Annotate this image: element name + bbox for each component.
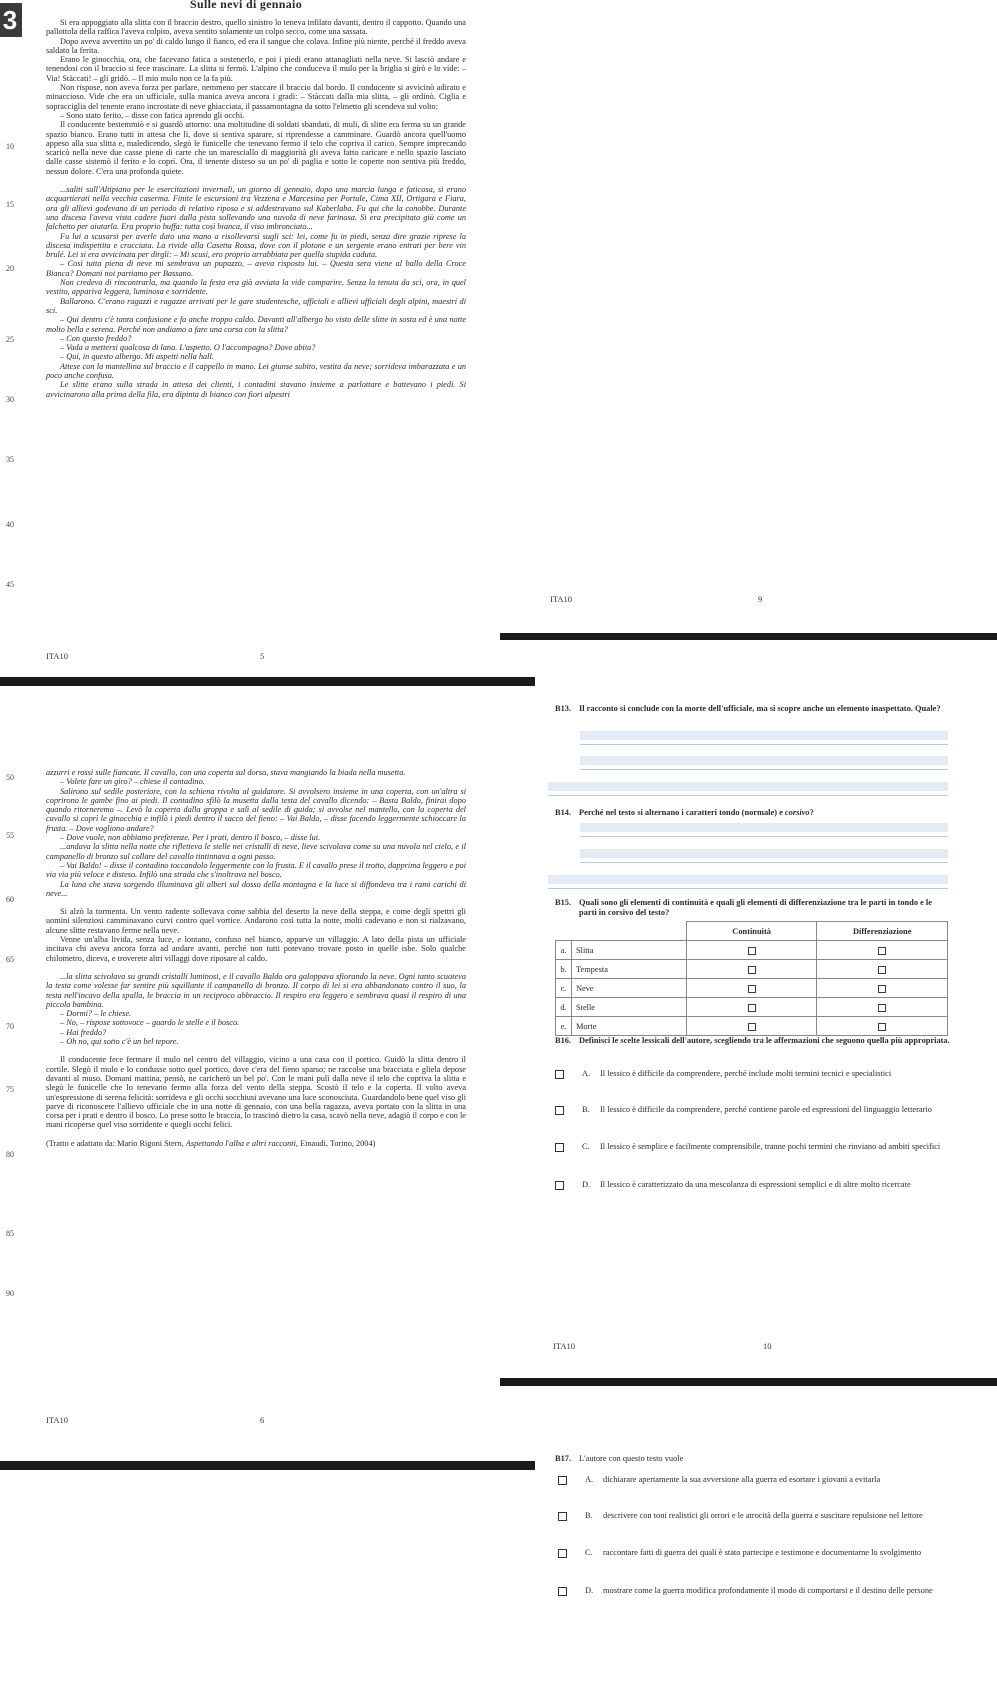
option-d[interactable] [555,1180,953,1202]
checkbox[interactable] [558,1476,567,1485]
question-text: Definisci le scelte lessicali dell'autore, scegliendo tra le affermazioni che seguono quella più appropriata. [579,1036,950,1045]
option-text: Il lessico è difficile da comprendere, perché contiene parole ed espressioni del linguaggio letterario [600,1105,932,1114]
paragraph-italic: Le slitte erano sulla strada in attesa dei clienti, i contadini stavano insieme a parlottare e battevano i piedi. Si avvicinarono alla prima della fila, era dipinta di bianco con fiori alpestri [46,380,466,399]
checkbox[interactable] [878,1004,886,1012]
question-number: B17. [555,1454,572,1463]
page-title: Sulle nevi di gennaio [190,0,302,11]
paragraph: – Sono stato ferito, – disse con fatica aprendo gli occhi. [60,110,245,120]
option-text: mostrare come la guerra modifica profondamente il modo di comportarsi e il destino delle persone [603,1586,933,1595]
question-text: L'autore con questo testo vuole [579,1454,684,1463]
answer-field[interactable] [548,875,948,884]
page-separator [0,1461,535,1470]
source-note-title: Aspettando l'alba e altri racconti [185,1138,296,1148]
paragraph-italic: ...saliti sull'Altipiano per le esercitazioni invernali, un giorno di gennaio, dopo una marcia lunga e faticosa, si erano acquartierati nella vecchia caserma. Finite le escursioni tra Vezzena e Marcesina per Portule, Cima XII, Ortigara e Fiara, ora gli allievi godevano di un periodo di relativo riposo e si addestravano sul Kaberlaba. Fu qui che la conobbe. Durante una discesa l'aveva vista cadere fuori dalla pista sollevando una nuvola di neve farinosa. Si era precipitato giù come un falchetto per aiutarla. Era proprio buffa: tutta così bianca, il viso imbronciato... [46,185,466,232]
paragraph-italic: – Qui, in questo albergo. Mi aspetti nella hall. [60,352,214,362]
paragraph-italic: Fu lui a scusarsi per averle dato una mano a risollevarsi sugli sci: lei, come fu in piedi, senza dire grazie riprese la discesa indispettita e crucciata. La rivide alla Casetta Rossa, dove con il plotone e un sergente erano entrati per bere vin brulé. Lei si era avvicinata per dirgli: – Mi scusi, ero proprio arrabbiata per quella stupida caduta. [46,231,466,260]
row-word: Morte [571,1017,686,1036]
line-number: 80 [6,1150,14,1159]
line-number: 45 [6,580,14,589]
table-row [556,979,948,998]
question-text: Il racconto si conclude con la morte dell'ufficiale, ma si scopre anche un elemento inaspettato. Quale? [579,704,941,713]
line-number: 85 [6,1229,14,1238]
checkbox[interactable] [558,1587,567,1596]
checkbox[interactable] [748,947,756,955]
question-number: B15. [555,898,572,907]
row-word: Slitta [571,941,686,960]
paragraph-italic: – Volete fare un giro? – chiese il contadino. [60,777,205,787]
footer-code: ITA10 [550,594,572,604]
line-number: 30 [6,395,14,404]
option-letter: D. [585,1586,594,1595]
paragraph-italic: – No, – rispose sottovoce – guardo le stelle e il bosco. [60,1018,240,1028]
checkbox[interactable] [878,947,886,955]
row-word: Stelle [571,998,686,1017]
cell-continuita [686,998,817,1017]
paragraph-italic: ...andava la slitta nella notte che rifletteva le stelle nei cristalli di neve, lieve scivolava come su una nuvola nel cielo, e il campanello di bronzo sul collare del cavallo tintinnava a ogni passo. [46,842,466,861]
row-letter: b. [556,960,572,979]
checkbox[interactable] [748,1004,756,1012]
option-text: raccontare fatti di guerra dei quali è stato partecipe e testimone e documentarne lo svolgimento [603,1548,922,1557]
paragraph-italic: – Vada a mettersi qualcosa di lana. L'aspetto. O l'accompagno? Dove abita? [60,343,316,353]
cell-differenziazione [817,1017,948,1036]
option-d[interactable] [558,1586,956,1608]
line-number: 40 [6,520,14,529]
checkbox[interactable] [748,966,756,974]
answer-line [548,795,948,796]
option-letter: A. [585,1475,594,1484]
column-header-differenziazione: Differenziazione [817,922,948,941]
footer-code: ITA10 [553,1341,575,1351]
cell-continuita [686,979,817,998]
source-note [46,1139,466,1148]
paragraph-italic: – Qui dentro c'è tanta confusione e fa anche troppo caldo. Davanti all'albergo ho visto delle slitte in sosta ed è una notte molto bella e serena. Perché non andiamo a fare una corsa con la slitta? [46,315,466,334]
paragraph-italic: – Così tutta piena di neve mi sembrava un pupazzo, – aveva risposto lui. – Questa sera viene al ballo della Croce Bianca? Domani noi partiamo per Bassano. [46,259,466,278]
table-row [556,960,948,979]
answer-line [548,888,948,889]
answer-field[interactable] [548,782,948,791]
page-separator [500,633,997,640]
paragraph: Il conducente bestemmiò e si guardò attorno: una moltitudine di soldati sbandati, di muli, di slitte era ferma su un grande spazio bianco. Erano tutti in attesa che lì, dove si sentiva sparare, si riprendesse a camminare. Guardò ancora quell'uomo appeso alla sua slitta e, maledicendo, slegò le funicelle che tenevano fermo il telo che copriva il carico. Sempre imprecando scaricò nella neve due casse piene di carte che un maresciallo di maggiorità gli aveva fatto caricare e nello spazio lasciato dalle casse sistemò il ferito e lo coprì. Ora, il tenente disteso su un po' di paglia e sotto le coperte non sentiva più freddo, nessun dolore. C'era una profonda quiete. [46,120,466,176]
paragraph-italic: azzurri e rossi sulle fiancate. Il cavallo, con una coperta sul dorso, stava mangiando la biada nella musetta. [46,768,406,777]
footer-code: ITA10 [46,651,68,661]
page-separator [0,677,535,686]
table-row [556,941,948,960]
option-letter: B. [585,1511,593,1520]
checkbox[interactable] [555,1143,564,1152]
chapter-number: 3 [0,3,22,37]
answer-line [580,744,948,745]
question-b13 [555,704,950,714]
paragraph-italic: ...la slitta scivolava su grandi cristalli luminosi, e il cavallo Baldo ora galoppava sfiorando la neve. Ogni tanto scuoteva la testa come volesse far sentire più squillante il campanello di bronzo. Il corpo di lei si era abbandonato contro il suo, la testa nell'incavo della spalla, le braccia in un reciproco abbraccio. Il respiro era leggero e sembrava quasi il respiro di una piccola bambina. [46,971,466,1009]
row-letter: c. [556,979,572,998]
paragraph: Dopo aveva avvertito un po' di caldo lungo il fianco, ed era il sangue che colava. Infine più niente, perché il freddo aveva saldato la ferita. [46,36,466,55]
option-a[interactable] [558,1475,956,1497]
row-word: Neve [571,979,686,998]
row-letter: d. [556,998,572,1017]
answer-field[interactable] [580,756,948,765]
checkbox[interactable] [555,1070,564,1079]
column-header-continuita: Continuità [686,922,817,941]
row-word: Tempesta [571,960,686,979]
line-number: 90 [6,1289,14,1298]
line-number: 35 [6,455,14,464]
option-letter: D. [582,1180,591,1189]
checkbox[interactable] [555,1181,564,1190]
checkbox[interactable] [555,1106,564,1115]
cell-differenziazione [817,941,948,960]
option-letter: C. [585,1548,593,1557]
question-number: B14. [555,808,572,817]
question-text-end: ? [809,808,814,817]
option-c[interactable] [555,1142,953,1164]
footer-page: 6 [260,1415,265,1425]
cell-differenziazione [817,979,948,998]
paragraph-italic: – Dormi? – le chiese. [60,1009,132,1019]
option-b[interactable] [555,1105,953,1127]
option-letter: B. [582,1105,590,1114]
paragraph: Si era appoggiato alla slitta con il braccio destro, quello sinistro lo teneva infilato davanti, dentro il cappotto. Quando una pallottola della raffica l'aveva colpito, aveva sentito solamente un colpo secco, come una sassata. [46,18,466,37]
source-note-prefix: (Tratto e adattato da: Mario Rigoni Stern, [46,1138,186,1148]
paragraph: Erano le ginocchia, ora, che facevano fatica a sostenerlo, e poi i piedi erano attanagliati nella neve. Si lasciò andare e tenendosi con il braccio si fece trascinare. La slitta si fermò. L'alpino che conduceva il mulo per la briglia si girò e lo vide: – Via! Stàccati! – gli gridò. – Il mio mulo non ce la fa più. [46,55,466,83]
table-row [556,1017,948,1036]
paragraph-italic: La luna che stava sorgendo illuminava gli alberi sul dosso della montagna e la luce si diffondeva tra i rami carichi di neve... [46,879,466,898]
cell-differenziazione [817,960,948,979]
b15-table [555,921,948,1036]
answer-field[interactable] [580,849,948,858]
line-number: 75 [6,1085,14,1094]
line-number: 25 [6,335,14,344]
table-corner [556,922,687,941]
answer-line [580,862,948,863]
line-number: 55 [6,831,14,840]
question-number: B16. [555,1036,572,1045]
answer-line [580,769,948,770]
paragraph-italic: – Con questo freddo? [60,333,132,343]
line-number: 70 [6,1022,14,1031]
paragraph: Il conducente fece fermare il mulo nel centro del villaggio, vicino a una casa con il portico. Guidò la slitta dentro il cortile. Slegò il mulo e lo condusse sotto quel portico, dove c'era del fieno sparso; ne raccolse una bracciata e gliela depose davanti al muso. Domani mattina, pensò, ne caricherò un bel po'. Con le mani pulì dalla neve il telo che copriva la slitta e slegò le funicelle che lo tenevano fermo alla forza del vento della steppa. Scostò il telo e la coperta. Il volto aveva un'espressione di serena felicità: sorrideva e gli occhi socchiusi avevano una luce sconosciuta. Guardandolo bene quel viso gli parve di riconoscere l'allievo ufficiale che in una notte di gennaio, con una bella ragazza, aveva portato con la slitta in una corsa per i prati e dentro il bosco. Lo prese sotto le braccia, lo trascinò dietro la casa, scavò nella neve, adagiò il corpo e con le mani ricoperse quel viso sorridente e quegli occhi felici. [46,1055,466,1130]
paragraph-italic: Salirono sul sedile posteriore, con la schiena rivolta al guidatore. Si avvolsero insieme in una coperta, con un'altra si coprirono le gambe fino ai piedi. Il contadino sfilò la musetta dalla testa del cavallo dicendo: – Basta Baldo, finirai dopo quando ritorneremo –. Levò la coperta dalla groppa e salì al sedile di guida; si avvolse nel mantello, con la coperta del cavallo si coprì le ginocchia e infilò i piedi dentro il sacco del fieno: – Vai Baldo, – disse facendo leggermente schioccare la frusta. – Dove vogliono andare? [46,786,466,833]
paragraph-italic: – Dove vuole, non abbiamo preferenze. Per i prati, dentro il bosco, – disse lui. [60,833,321,843]
row-letter: e. [556,1017,572,1036]
checkbox[interactable] [558,1512,567,1521]
paragraph: Non rispose, non aveva forza per parlare, nemmeno per staccare il braccio dal bordo. Il conducente si avvicinò adirato e minaccioso. Vide che era un ufficiale, sulla manica aveva ancora i gradi: – Stàccati dalla mia slitta, – gli ordinò. Ciglia e sopracciglia del tenente erano incrostate di neve ghiacciata, il passamontagna da sotto l'elmetto gli scendeva sul volto: [46,83,466,111]
paragraph: Venne un'alba livida, senza luce, e lontano, confuso nel bianco, apparve un villaggio. A lato della pista un ufficiale incitava chi aveva ancora forza ad andare avanti, perché non tutti potevano trovare posto in quelle isbe. Solo qualche chilometro, diceva, e troverete altri villaggi dove riposare al caldo. [46,935,466,963]
checkbox[interactable] [878,1023,886,1031]
row-letter: a. [556,941,572,960]
option-text: descrivere con toni realistici gli orrori e le atrocità della guerra e suscitare repulsione nel lettore [603,1511,923,1520]
passage-top [46,18,466,399]
checkbox[interactable] [748,1023,756,1031]
checkbox[interactable] [558,1549,567,1558]
question-b16 [555,1036,953,1046]
cell-continuita [686,941,817,960]
option-text: Il lessico è semplice e facilmente comprensibile, tranne pochi termini che rinviano ad ambiti specifici [600,1142,941,1151]
line-number: 60 [6,895,14,904]
paragraph-italic: Attese con la mantellina sul braccio e il cappello in mano. Lei giunse subito, vestita da neve; sorrideva imbarazzata e un poco anche confusa. [46,361,466,380]
checkbox[interactable] [878,966,886,974]
line-number: 10 [6,142,14,151]
paragraph-italic: – Hai freddo? [60,1027,107,1037]
question-text: Perché nel testo si alternano i caratteri tondo (normale) e [579,808,785,817]
question-b14 [555,808,950,818]
answer-field[interactable] [580,823,948,832]
question-number: B13. [555,704,572,713]
source-note-suffix: , Einaudi, Torino, 2004) [295,1138,376,1148]
paragraph-italic: Non credeva di rincontrarla, ma quando la festa era già avviata la vide comparire. Senza la tenuta da sci, ora, in quel vestito, appariva leggera, luminosa e sorridente. [46,278,466,297]
table-row [556,998,948,1017]
option-text: dichiarare apertamente la sua avversione alla guerra ed esortare i giovani a evitarla [603,1475,881,1484]
answer-line [580,836,948,837]
line-number: 65 [6,955,14,964]
footer-code: ITA10 [46,1415,68,1425]
option-text: Il lessico è difficile da comprendere, perché include molti termini tecnici e specialistici [600,1069,892,1078]
checkbox[interactable] [748,985,756,993]
option-letter: C. [582,1142,590,1151]
paragraph-italic: Ballarono. C'erano ragazzi e ragazze arrivati per le gare studentesche, ufficiali e allievi ufficiali degli alpini, maestri di sci. [46,296,466,315]
page-separator [500,1378,997,1386]
passage-page-6 [46,768,466,1148]
checkbox[interactable] [878,985,886,993]
answer-field[interactable] [580,731,948,740]
question-text-italic: corsivo [784,808,810,817]
option-letter: A. [582,1069,591,1078]
table-header-row [556,922,948,941]
paragraph-italic: – Oh no, qui sotto c'è un bel tepore. [60,1037,179,1047]
option-a[interactable] [555,1069,953,1091]
question-b15 [555,898,950,918]
footer-page: 5 [260,651,265,661]
paragraph-italic: – Vai Baldo! – disse il contadino toccandolo leggermente con la frusta. E il cavallo prese il trotto, dapprima leggero e poi via via più veloce e disteso. Infilò una strada che s'inoltrava nel bosco. [46,860,466,880]
option-b[interactable] [558,1511,956,1533]
question-b17 [555,1454,953,1464]
cell-differenziazione [817,998,948,1017]
line-number: 50 [6,773,14,782]
option-text: Il lessico è caratterizzato da una mescolanza di espressioni semplici e di altre molto ricercate [600,1180,911,1189]
question-text: Quali sono gli elementi di continuità e quali gli elementi di differenziazione tra le parti in tondo e le parti in corsivo del testo? [579,898,932,917]
line-number: 15 [6,200,14,209]
option-c[interactable] [558,1548,956,1570]
footer-page: 9 [758,594,763,604]
page-gap-right-top [496,0,997,562]
cell-continuita [686,960,817,979]
paragraph: Si alzò la tormenta. Un vento radente sollevava come sabbia del deserto la neve della steppa, e come degli spettri gli uomini silenziosi camminavano curvi contro quel vortice. Andarono così tutta la notte, molti cadevano e non si rialzavano, alcune slitte restavano ferme nella neve. [46,907,466,935]
footer-page: 10 [763,1341,772,1351]
cell-continuita [686,1017,817,1036]
line-number: 20 [6,264,14,273]
